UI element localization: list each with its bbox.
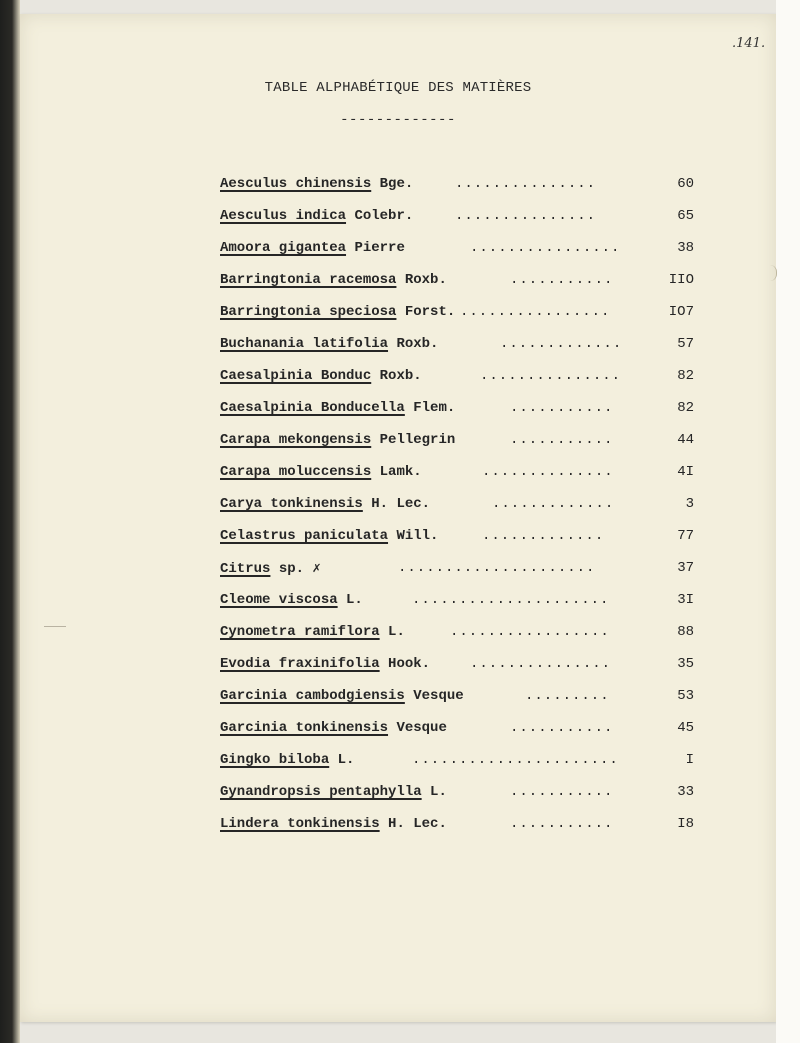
toc-entry	[220, 784, 700, 816]
toc-entry	[220, 528, 700, 560]
toc-entry	[220, 624, 700, 656]
toc-page-number: 65	[677, 208, 694, 224]
page-title: TABLE ALPHABÉTIQUE DES MATIÈRES	[264, 80, 532, 96]
species-name: Citrus	[220, 561, 271, 577]
author-abbrev: Colebr.	[354, 208, 414, 224]
toc-entry	[220, 272, 700, 304]
toc-entry-title	[220, 208, 413, 224]
book-spine	[0, 0, 20, 1043]
author-abbrev: L.	[337, 752, 355, 768]
species-name: Lindera tonkinensis	[220, 816, 380, 832]
leader-dots: ................	[470, 240, 621, 256]
toc-page-number: I8	[677, 816, 694, 832]
species-name: Aesculus chinensis	[220, 176, 372, 192]
toc-entry-title	[220, 560, 321, 577]
toc-entry	[220, 560, 700, 592]
toc-entry-title	[220, 496, 430, 512]
species-name: Barringtonia speciosa	[220, 304, 397, 320]
toc-entry	[220, 720, 700, 752]
author-abbrev: Lamk.	[379, 464, 422, 480]
leader-dots: ...........	[510, 784, 614, 800]
toc-page-number: 57	[677, 336, 694, 352]
species-name: Caesalpinia Bonducella	[220, 400, 405, 416]
species-name: Caesalpinia Bonduc	[220, 368, 372, 384]
leader-dots: .............	[500, 336, 623, 352]
author-abbrev: Forst.	[404, 304, 456, 320]
toc-page-number: 37	[677, 560, 694, 576]
toc-entry-title	[220, 816, 447, 832]
toc-entry	[220, 304, 700, 336]
toc-entry-title	[220, 240, 405, 256]
toc-entry	[220, 752, 700, 784]
author-abbrev: Vesque	[413, 688, 464, 704]
author-abbrev: Hook.	[388, 656, 431, 672]
table-of-contents	[220, 176, 700, 848]
leader-dots: ...........	[510, 720, 614, 736]
leader-dots: ...........	[510, 432, 614, 448]
toc-page-number: 3	[685, 496, 694, 512]
toc-entry	[220, 208, 700, 240]
author-abbrev: L.	[388, 624, 405, 640]
toc-entry	[220, 688, 700, 720]
leader-dots: .........	[525, 688, 610, 704]
leader-dots: .............	[492, 496, 615, 512]
toc-entry-title	[220, 528, 438, 544]
leader-dots: ...............	[480, 368, 622, 384]
toc-page-number: 3I	[677, 592, 694, 608]
toc-page-number: 4I	[677, 464, 694, 480]
author-abbrev: sp. ✗	[278, 561, 321, 577]
pencil-mark	[44, 626, 66, 627]
toc-page-number: 44	[677, 432, 694, 448]
toc-entry	[220, 240, 700, 272]
leader-dots: .................	[450, 624, 610, 640]
author-abbrev: Pellegrin	[379, 432, 456, 448]
toc-page-number: 33	[677, 784, 694, 800]
species-name: Aesculus indica	[220, 208, 347, 224]
toc-page-number: 53	[677, 688, 694, 704]
toc-entry-title	[220, 400, 455, 416]
leader-dots: ...............	[455, 208, 597, 224]
toc-page-number: 60	[677, 176, 694, 192]
toc-entry	[220, 176, 700, 208]
toc-page-number: 88	[677, 624, 694, 640]
species-name: Garcinia cambodgiensis	[220, 688, 405, 704]
author-abbrev: Vesque	[396, 720, 447, 736]
species-name: Cynometra ramiflora	[220, 624, 380, 640]
toc-page-number: 45	[677, 720, 694, 736]
author-abbrev: H. Lec.	[388, 816, 447, 832]
leader-dots: ......................	[412, 752, 619, 768]
toc-entry-title	[220, 688, 464, 704]
toc-entry-title	[220, 656, 430, 672]
leader-dots: ...............	[455, 176, 597, 192]
toc-entry-title	[220, 752, 354, 768]
leader-dots: ................	[460, 304, 611, 320]
leader-dots: .............	[482, 528, 605, 544]
page-edge	[776, 0, 800, 1043]
toc-entry	[220, 656, 700, 688]
species-name: Gynandropsis pentaphylla	[220, 784, 422, 800]
toc-entry-title	[220, 592, 363, 608]
author-abbrev: Pierre	[354, 240, 405, 256]
toc-entry-title	[220, 272, 447, 288]
toc-entry-title	[220, 176, 413, 192]
species-name: Carapa mekongensis	[220, 432, 372, 448]
toc-entry-title	[220, 624, 405, 640]
toc-entry-title	[220, 336, 438, 352]
author-abbrev: Bge.	[379, 176, 414, 192]
leader-dots: ..............	[482, 464, 614, 480]
author-abbrev: Flem.	[413, 400, 456, 416]
toc-entry	[220, 400, 700, 432]
leader-dots: ...........	[510, 400, 614, 416]
author-abbrev: Roxb.	[396, 336, 439, 352]
species-name: Carapa moluccensis	[220, 464, 372, 480]
author-abbrev: Roxb.	[404, 272, 447, 288]
species-name: Gingko biloba	[220, 752, 330, 768]
page-number: .141.	[732, 36, 766, 51]
toc-page-number: 77	[677, 528, 694, 544]
leader-dots: ...........	[510, 272, 614, 288]
toc-entry	[220, 496, 700, 528]
toc-entry-title	[220, 720, 447, 736]
species-name: Carya tonkinensis	[220, 496, 363, 512]
author-abbrev: L.	[430, 784, 447, 800]
leader-dots: .....................	[398, 560, 596, 576]
toc-page-number: 82	[677, 368, 694, 384]
leader-dots: ...............	[470, 656, 612, 672]
species-name: Garcinia tonkinensis	[220, 720, 389, 736]
species-name: Cleome viscosa	[220, 592, 338, 608]
toc-page-number: I	[685, 752, 694, 768]
species-name: Celastrus paniculata	[220, 528, 389, 544]
toc-page-number: 82	[677, 400, 694, 416]
toc-page-number: IIO	[668, 272, 694, 288]
toc-entry	[220, 592, 700, 624]
toc-page-number: 38	[677, 240, 694, 256]
author-abbrev: L.	[346, 592, 363, 608]
toc-entry-title	[220, 432, 455, 448]
toc-entry	[220, 336, 700, 368]
toc-entry	[220, 368, 700, 400]
species-name: Buchanania latifolia	[220, 336, 389, 352]
toc-entry-title	[220, 784, 447, 800]
toc-entry	[220, 432, 700, 464]
leader-dots: ...........	[510, 816, 614, 832]
leader-dots: .....................	[412, 592, 610, 608]
toc-entry-title	[220, 464, 422, 480]
author-abbrev: H. Lec.	[371, 496, 431, 512]
species-name: Amoora gigantea	[220, 240, 347, 256]
author-abbrev: Roxb.	[379, 368, 422, 384]
toc-entry-title	[220, 368, 422, 384]
title-underline: -------------	[340, 112, 456, 128]
toc-page-number: IO7	[668, 304, 694, 320]
author-abbrev: Will.	[396, 528, 439, 544]
species-name: Evodia fraxinifolia	[220, 656, 380, 672]
species-name: Barringtonia racemosa	[220, 272, 397, 288]
toc-entry	[220, 464, 700, 496]
toc-entry-title	[220, 304, 455, 320]
toc-entry	[220, 816, 700, 848]
toc-page-number: 35	[677, 656, 694, 672]
